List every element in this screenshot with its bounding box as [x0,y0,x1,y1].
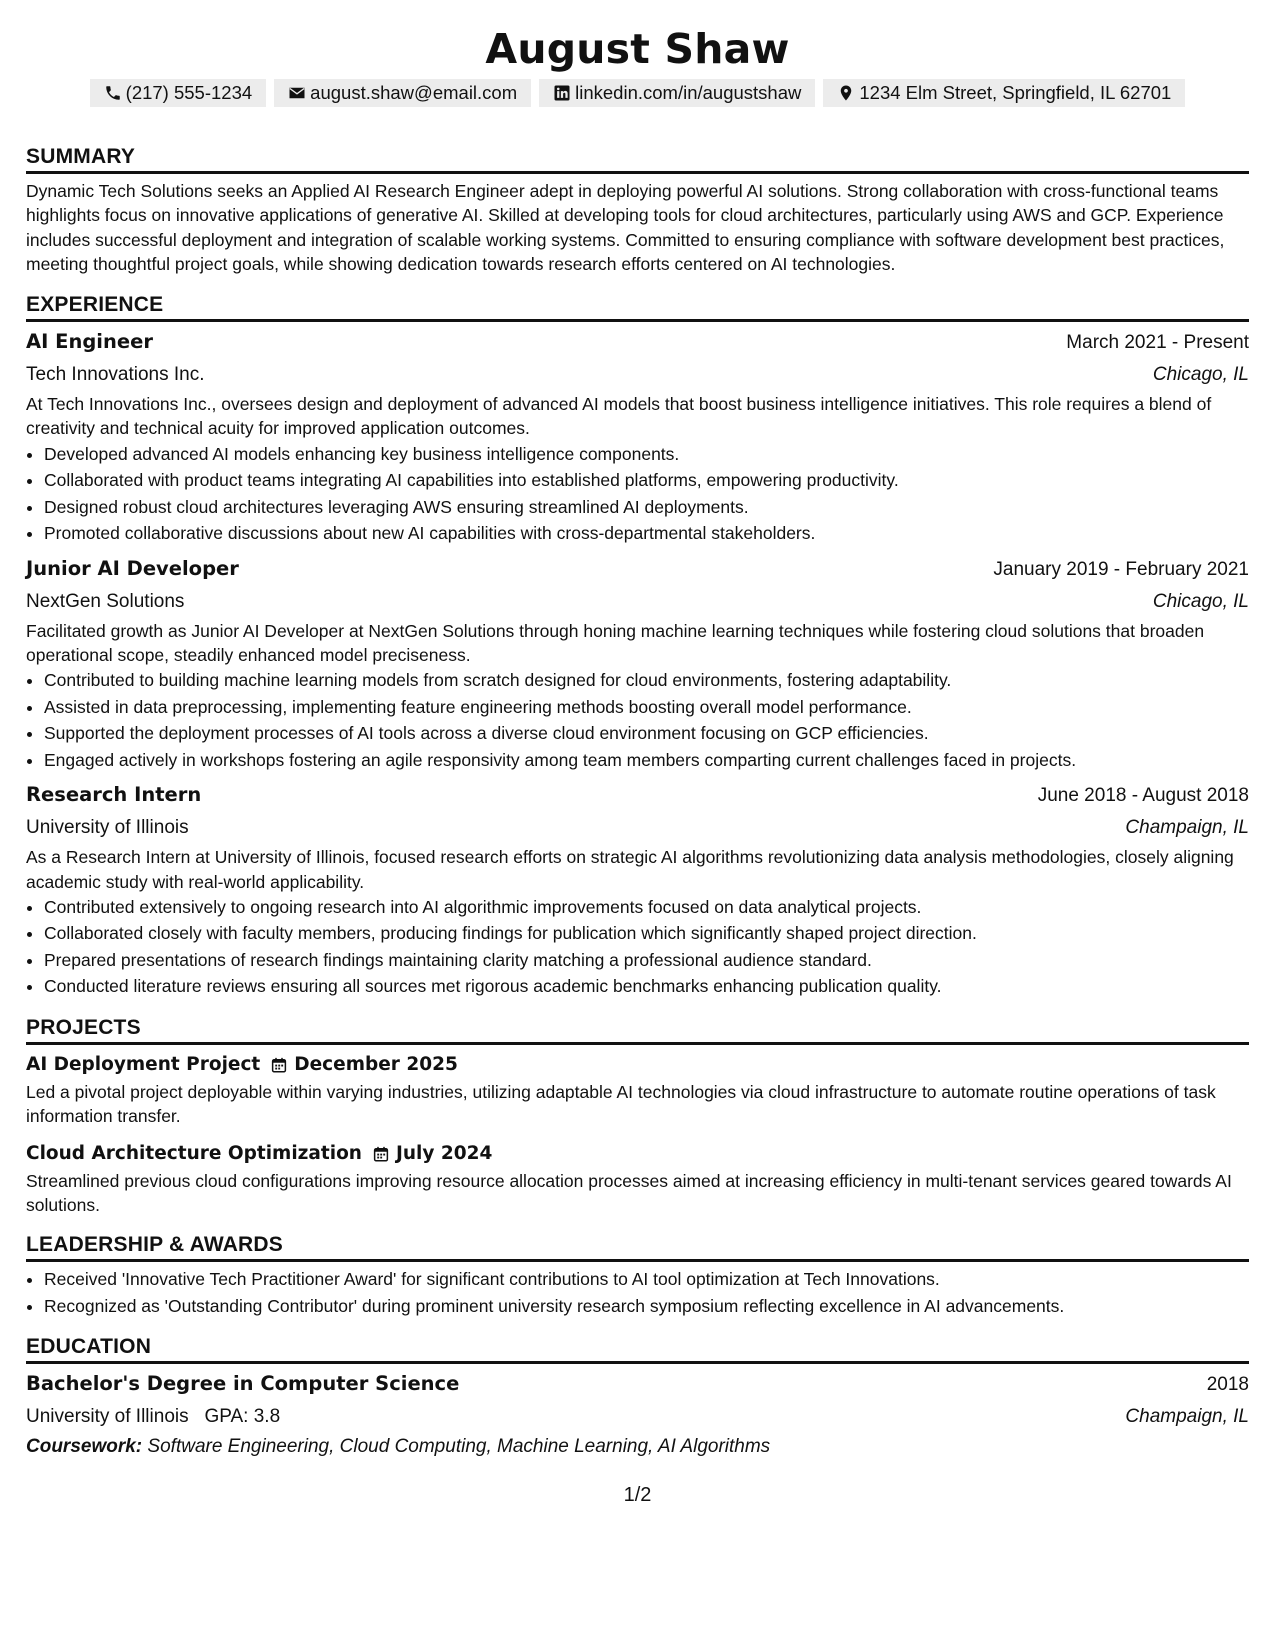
job-title: Research Intern [26,783,202,807]
list-item: • Engaged actively in workshops fostering an agile responsivity among team members comparting current challenges faced in projects. [44,747,1249,774]
contact-phone[interactable] [90,79,267,107]
education-section [26,1333,1249,1462]
job-description: As a Research Intern at University of Illinois, focused research efforts on strategic AI algorithms revolutionizing data analysis methodologies, closely aligning academic study with real-world applicability. [26,847,1234,892]
coursework-list: Software Engineering, Cloud Computing, Machine Learning, AI Algorithms [147,1436,771,1458]
address-text: 1234 Elm Street, Springfield, IL 62701 [859,82,1172,103]
job-entry [26,326,1249,547]
contact-bar [26,79,1249,107]
job-company: NextGen Solutions [26,590,185,612]
section-title-experience: EXPERIENCE [26,291,1249,322]
gpa: GPA: 3.8 [204,1406,281,1428]
list-item: • Prepared presentations of research findings maintaining clarity matching a professional audience standard. [44,947,1249,974]
list-item: • Recognized as 'Outstanding Contributor' during prominent university research symposium reflecting excellence in AI advancements. [44,1293,1249,1320]
envelope-icon [288,84,306,102]
phone-icon [104,84,122,102]
list-item: • Supported the deployment processes of AI tools across a diverse cloud environment focusing on GCP efficiencies. [44,720,1249,747]
summary-section [26,143,1249,276]
job-bullets [26,441,1249,547]
education-school-line [26,1401,280,1432]
contact-email[interactable] [274,79,531,107]
projects-section [26,1014,1249,1217]
job-dates: March 2021 - Present [1066,332,1249,354]
job-description: Facilitated growth as Junior AI Developer at NextGen Solutions through honing machine learning techniques while fostering cloud solutions that broaden operational scope, steadily enhanced model preciseness. [26,620,1205,666]
linkedin-text: linkedin.com/in/augustshaw [575,82,802,103]
job-location: Chicago, IL [1152,364,1249,386]
section-title-summary: SUMMARY [26,143,1249,174]
job-bullets [26,894,1249,1000]
email-text: august.shaw@email.com [310,82,518,103]
section-title-education: EDUCATION [26,1333,1249,1364]
project-date-text: July 2024 [395,1142,493,1164]
contact-linkedin[interactable] [539,79,815,107]
list-item: • Conducted literature reviews ensuring all sources met rigorous academic benchmarks enhancing publication quality. [44,973,1249,1000]
project-description: Streamlined previous cloud configurations improving resource allocation processes aimed at increasing efficiency in multi-tenant services geared towards AI solutions. [26,1170,1232,1215]
list-item: • Designed robust cloud architectures leveraging AWS ensuring streamlined AI deployments. [44,494,1249,521]
graduation-year: 2018 [1206,1374,1249,1396]
leadership-bullets [26,1266,1249,1319]
project-date-text: December 2025 [294,1053,458,1075]
job-location: Chicago, IL [1152,590,1249,612]
job-title: AI Engineer [26,330,153,354]
project-title: Cloud Architecture Optimization [26,1142,362,1164]
experience-section [26,291,1249,1000]
list-item: • Collaborated closely with faculty members, producing findings for publication which significantly shaped project direction. [44,920,1249,947]
job-entry [26,553,1249,774]
coursework-line [26,1432,1249,1462]
list-item: • Contributed extensively to ongoing research into AI algorithmic improvements focused on data analytical projects. [44,894,1249,921]
job-description: At Tech Innovations Inc., oversees design and deployment of advanced AI models that boost business intelligence initiatives. This role requires a blend of creativity and technical acuity for improved application outcomes. [26,394,1212,439]
list-item: • Developed advanced AI models enhancing key business intelligence components. [44,441,1249,468]
school-name: University of Illinois [26,1406,189,1428]
project-entry [26,1139,1249,1218]
job-bullets [26,667,1249,773]
job-title: Junior AI Developer [26,556,239,580]
page-number: 1/2 [623,1484,652,1506]
job-dates: January 2019 - February 2021 [993,558,1249,580]
candidate-name: August Shaw [485,25,790,73]
coursework-label: Coursework: [26,1436,143,1458]
summary-text: Dynamic Tech Solutions seeks an Applied AI Research Engineer adept in deploying powerful AI solutions. Strong collaboration with cross-functional teams highlights focus on innovative applications of generative AI. Skilled at developing tools for cloud architectures, particularly using AWS and GCP. Experience includes successful deployment and integration of scalable working systems. Committed to ensuring compliance with software development best practices, meeting thoughtful project goals, while showing dedication towards research efforts centered on AI technologies. [26,181,1225,274]
job-company: Tech Innovations Inc. [26,364,205,386]
phone-text: (217) 555-1234 [125,82,253,103]
contact-address[interactable] [823,79,1185,107]
degree-title: Bachelor's Degree in Computer Science [26,1372,460,1396]
section-title-projects: PROJECTS [26,1014,1249,1045]
list-item: • Received 'Innovative Tech Practitioner Award' for significant contributions to AI tool optimization at Tech Innovations. [44,1266,1249,1293]
project-date [372,1139,492,1169]
section-title-leadership: LEADERSHIP & AWARDS [26,1231,1249,1262]
project-entry [26,1050,1249,1129]
list-item: • Assisted in data preprocessing, implementing feature engineering methods boosting overall model performance. [44,694,1249,721]
list-item: • Contributed to building machine learning models from scratch designed for cloud environments, fostering adaptability. [44,667,1249,694]
calendar-icon [372,1145,390,1163]
job-location: Champaign, IL [1125,817,1249,839]
project-date [270,1050,458,1080]
job-company: University of Illinois [26,817,189,839]
job-dates: June 2018 - August 2018 [1037,785,1249,807]
job-entry [26,779,1249,1000]
leadership-section [26,1231,1249,1319]
calendar-icon [270,1056,288,1074]
education-location: Champaign, IL [1125,1406,1249,1428]
list-item: • Collaborated with product teams integrating AI capabilities into established platforms, empowering productivity. [44,467,1249,494]
map-pin-icon [837,84,855,102]
linkedin-icon [553,84,571,102]
list-item: • Promoted collaborative discussions about new AI capabilities with cross-departmental stakeholders. [44,520,1249,547]
project-description: Led a pivotal project deployable within varying industries, utilizing adaptable AI technologies via cloud infrastructure to automate routine operations of task information transfer. [26,1081,1216,1127]
project-title: AI Deployment Project [26,1053,261,1075]
